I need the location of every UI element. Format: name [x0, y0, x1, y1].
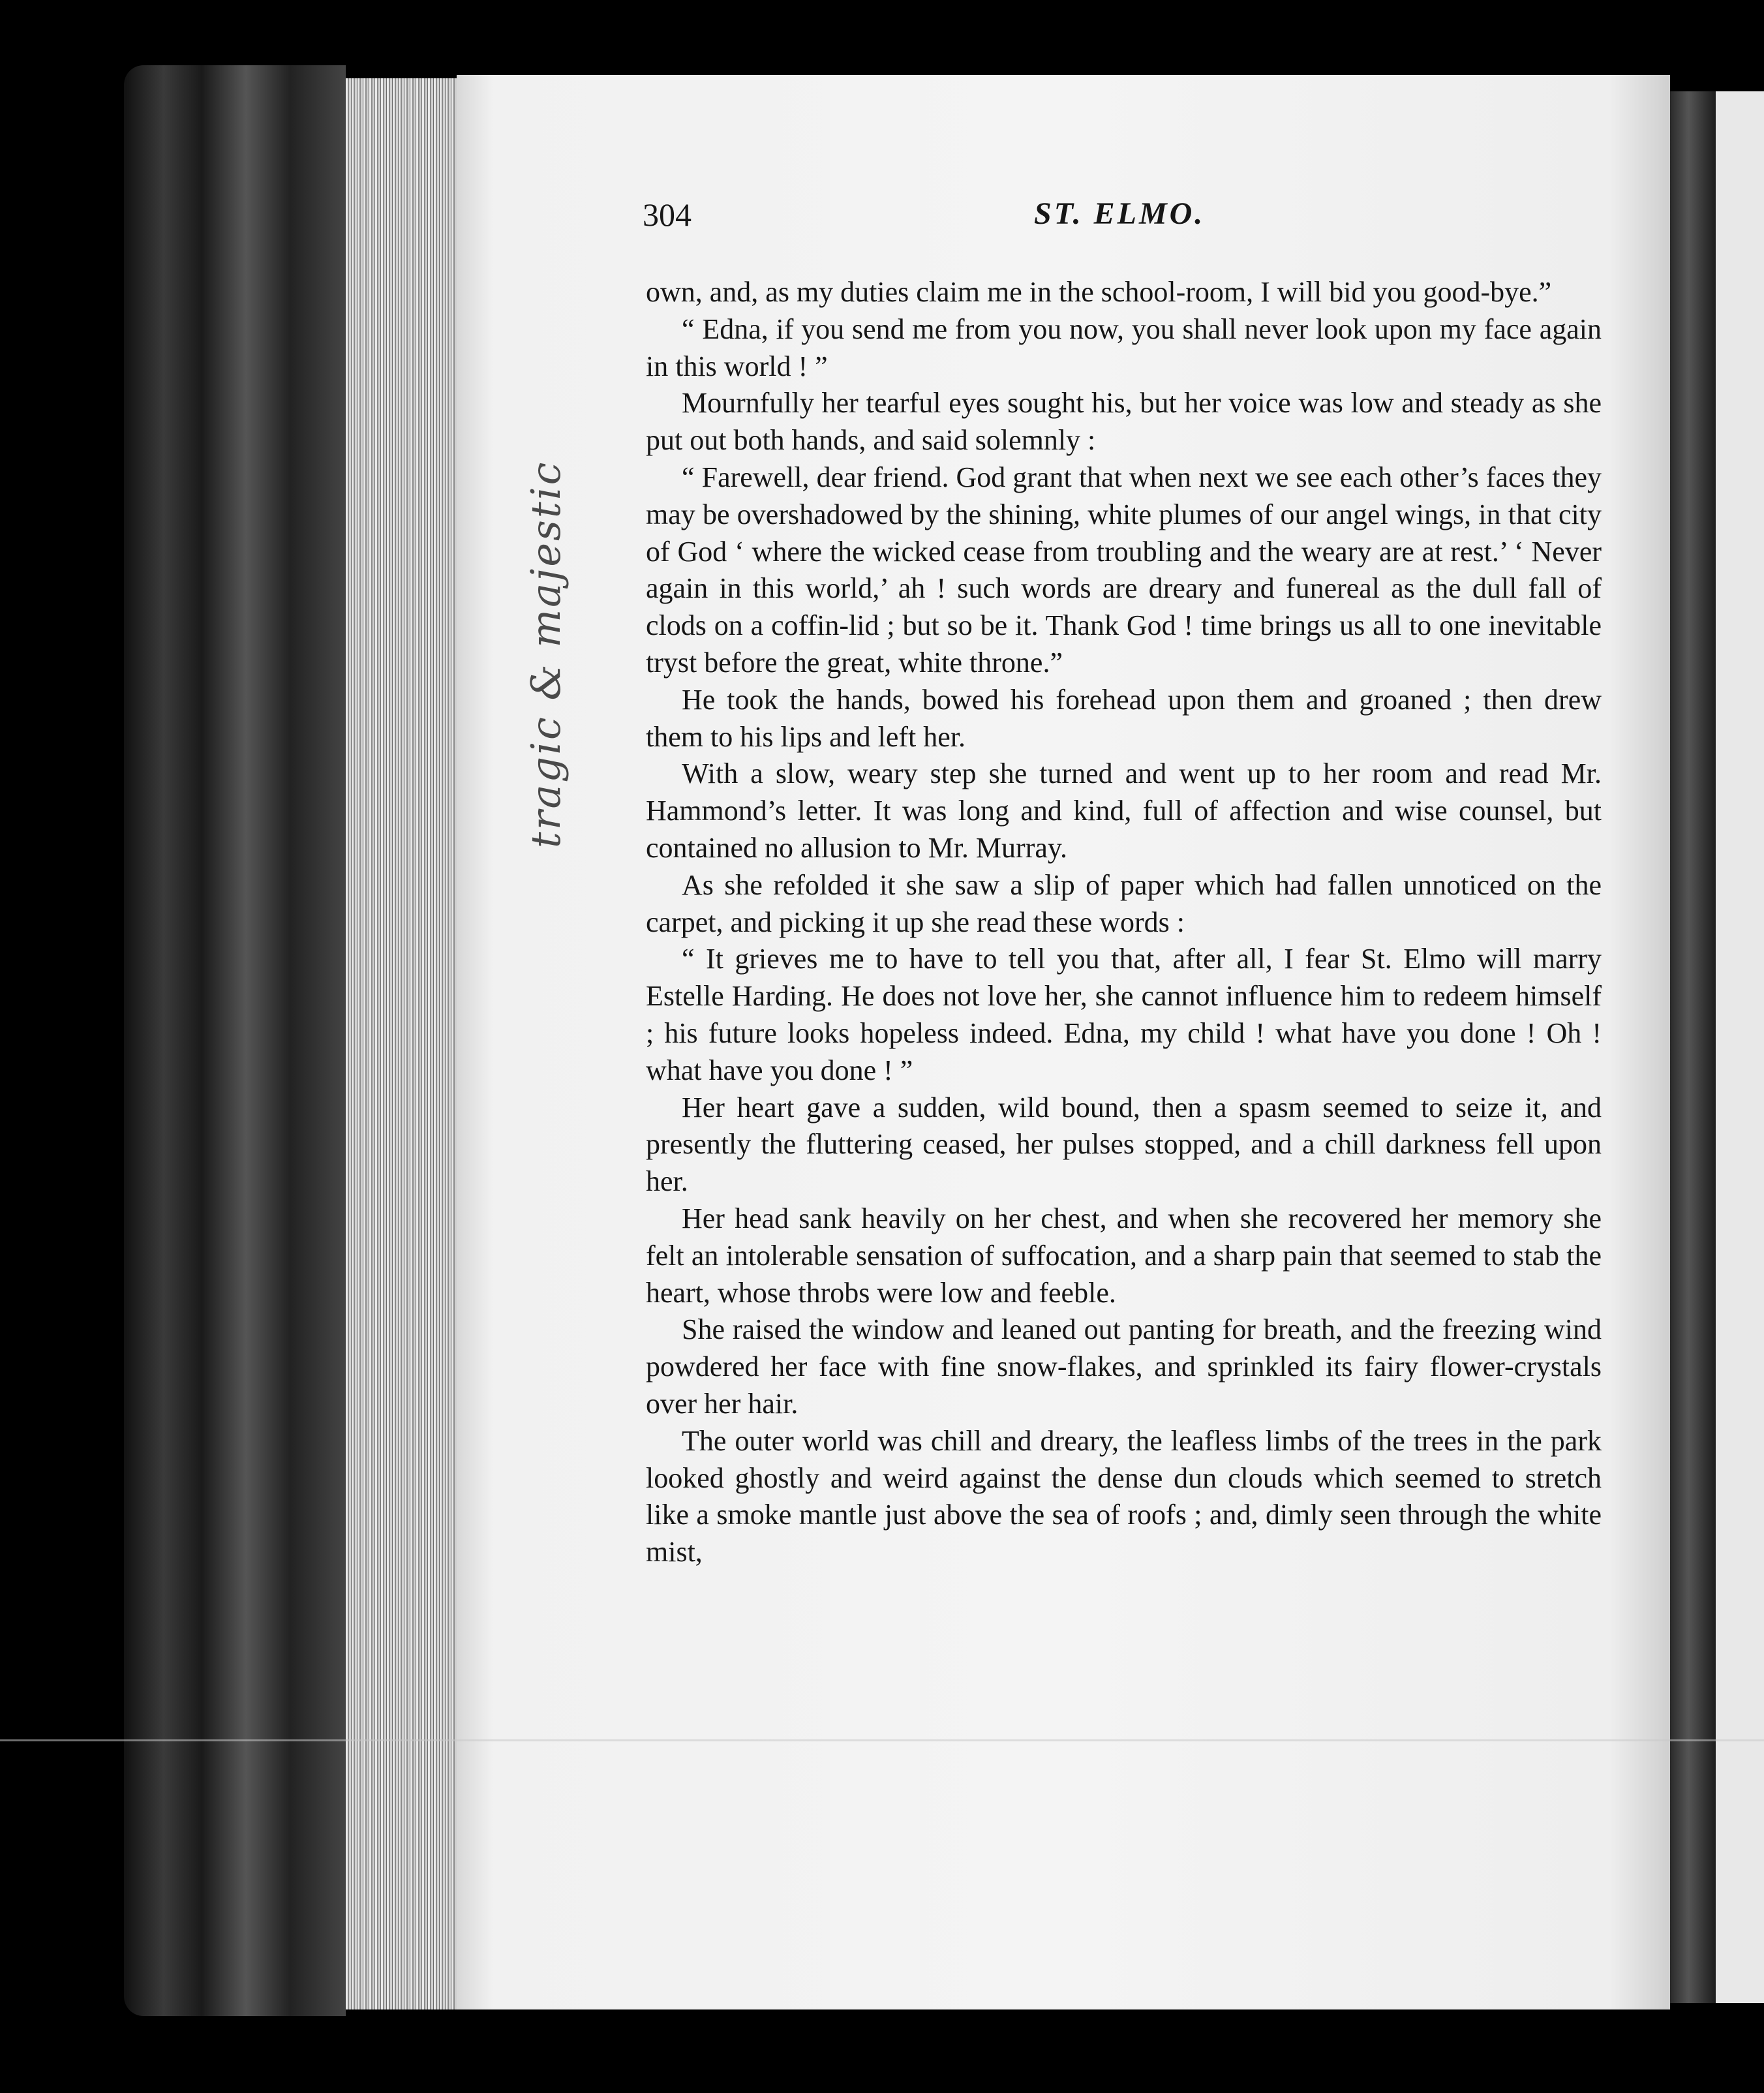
paragraph: Her heart gave a sudden, wild bound, then a spasm seemed to seize it, and presently the fluttering ceased, her pulses stopped, and a chill darkness fell upon her.	[646, 1091, 1602, 1198]
handwritten-margin-note: tragic & majestic	[522, 460, 570, 848]
paragraph: “ Edna, if you send me from you now, you shall never look upon my face again in this world ! ”	[646, 313, 1602, 382]
page-header	[643, 196, 1605, 241]
paragraph: “ Farewell, dear friend. God grant that when next we see each other’s faces they may be overshadowed by the shining, white plumes of our angel wings, in that city of God ‘ where the wicked cease from troubling and the weary are at rest.’ ‘ Never again in this world,’ ah ! such words are dreary and funereal as the dull fall of clods on a coffin-lid ; but so be it. Thank God ! time brings us all to one inevitable tryst before the great, white throne.”	[646, 461, 1602, 679]
scan-line-artifact	[0, 1739, 1764, 1741]
paragraph: He took the hands, bowed his forehead upon them and groaned ; then drew them to his lips and left her.	[646, 683, 1602, 753]
page-edges	[346, 78, 463, 2009]
page-number: 304	[643, 196, 692, 233]
paragraph: With a slow, weary step she turned and went up to her room and read Mr. Hammond’s letter. It was long and kind, full of affection and wise counsel, but contained no allusion to Mr. Murray.	[646, 757, 1602, 864]
paragraph: Her head sank heavily on her chest, and when she recovered her memory she felt an intolerable sensation of suffocation, and a sharp pain that seemed to stab the heart, whose throbs were low and feeble.	[646, 1202, 1602, 1309]
right-cover-edge	[1670, 91, 1716, 2003]
right-page-edge	[1716, 91, 1764, 2003]
page-body-text	[646, 274, 1602, 1571]
paragraph: own, and, as my duties claim me in the school-room, I will bid you good-bye.”	[646, 276, 1552, 308]
paragraph: Mournfully her tearful eyes sought his, but her voice was low and steady as she put out both hands, and said solemnly :	[646, 387, 1602, 457]
paragraph: As she refolded it she saw a slip of paper which had fallen unnoticed on the carpet, and picking it up she read these words :	[646, 868, 1602, 938]
paragraph: “ It grieves me to have to tell you that, after all, I fear St. Elmo will marry Estelle Harding. He does not love her, she cannot influence him to redeem himself ; his future looks hopeless indeed. Edna, my child ! what have you done ! Oh ! what have you done ! ”	[646, 943, 1602, 1086]
paragraph: She raised the window and leaned out panting for breath, and the freezing wind powdered her face with fine snow-flakes, and sprinkled its fairy flower-crystals over her hair.	[646, 1313, 1602, 1420]
running-head: ST. ELMO.	[1034, 196, 1206, 231]
book-spine	[124, 65, 346, 2016]
paragraph: The outer world was chill and dreary, the leafless limbs of the trees in the park looked ghostly and weird against the dense dun clouds which seemed to stretch like a smoke mantle just above the sea of roofs ; and, dimly seen through the white mist,	[646, 1424, 1602, 1568]
